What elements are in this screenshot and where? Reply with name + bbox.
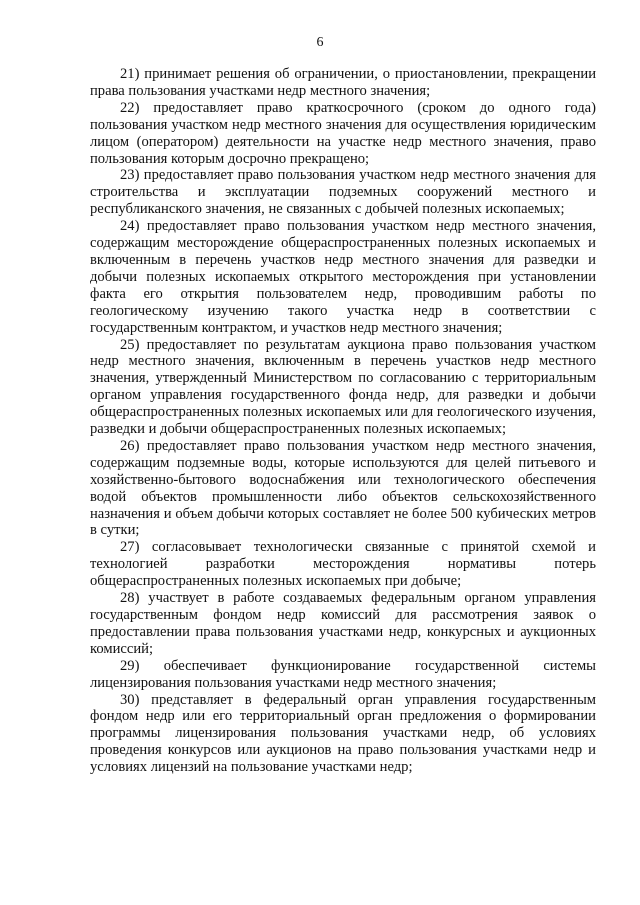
paragraph-26: 26) предоставляет право пользования участком недр местного значения, содержащим подземные воды, которые используются для целей питьевого и хозяйственно-бытового водоснабжения или технологического обеспечения водой объектов промышленности либо объектов сельскохозяйственного назначения и объем добычи которых составляет не более 500 кубических метров в сутки; xyxy=(90,437,596,539)
paragraph-28: 28) участвует в работе создаваемых федеральным органом управления государственным фондом недр комиссий для рассмотрения заявок о предоставлении права пользования участками недр, конкурсных и аукционных комиссий; xyxy=(90,590,596,657)
paragraph-23: 23) предоставляет право пользования участком недр местного значения для строительства и эксплуатации подземных сооружений местного и республиканского значения, не связанных с добычей полезных ископаемых; xyxy=(90,167,596,218)
paragraph-24: 24) предоставляет право пользования участком недр местного значения, содержащим месторождение общераспространенных полезных ископаемых и включенным в перечень участков недр местного значения для разведки и добычи полезных ископаемых открытого месторождения при установлении факта его открытия пользователем недр, проводившим работы по геологическому изучению такого участка недр в соответствии с государственным контрактом, и участков недр местного значения; xyxy=(90,218,596,336)
paragraph-30: 30) представляет в федеральный орган управления государственным фондом недр или его территориальный орган предложения о формировании программы лицензирования пользования участками недр, об условиях проведения конкурсов или аукционов на право пользования участками недр и условиях лицензий на пользование участками недр; xyxy=(90,691,596,776)
paragraph-25: 25) предоставляет по результатам аукциона право пользования участком недр местного значения, включенным в перечень участков недр местного значения, утвержденный Министерством по согласованию с территориальным органом управления государственного фонда недр, для разведки и добычи общераспространенных полезных ископаемых или для геологического изучения, разведки и добычи общераспространенных полезных ископаемых; xyxy=(90,336,596,438)
paragraph-29: 29) обеспечивает функционирование государственной системы лицензирования пользования участками недр местного значения; xyxy=(90,657,596,691)
paragraph-21: 21) принимает решения об ограничении, о приостановлении, прекращении права пользования участками недр местного значения; xyxy=(90,66,596,99)
paragraph-22: 22) предоставляет право краткосрочного (сроком до одного года) пользования участком недр местного значения для осуществления юридическим лицом (оператором) деятельности на участке недр местного значения, право пользования которым досрочно прекращено; xyxy=(90,99,596,167)
page-number: 6 xyxy=(316,35,324,50)
document-body xyxy=(90,66,596,776)
paragraph-27: 27) согласовывает технологически связанные с принятой схемой и технологией разработки месторождения нормативы потерь общераспространенных полезных ископаемых при добыче; xyxy=(90,539,596,590)
